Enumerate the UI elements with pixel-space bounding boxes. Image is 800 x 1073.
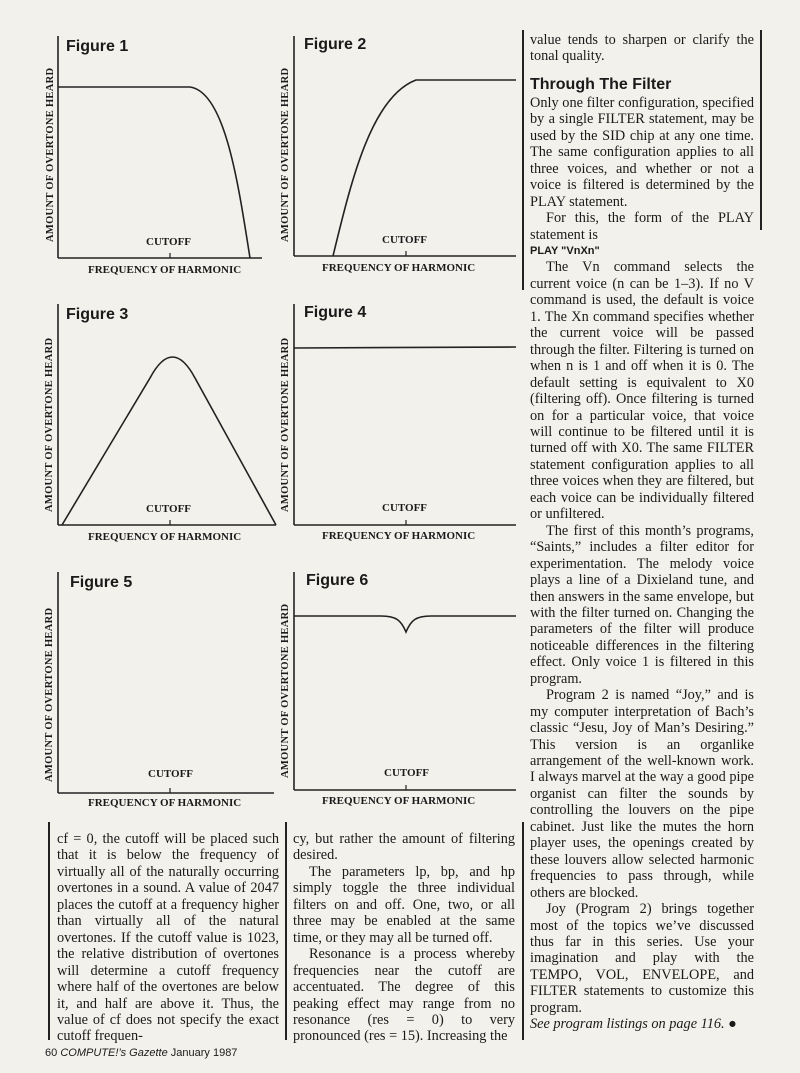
- figure-5-ylabel: AMOUNT OF OVERTONE HEARD: [44, 607, 55, 782]
- figure-1-curve: [58, 87, 250, 258]
- figure-1-title: Figure 1: [66, 38, 129, 55]
- figure-3-curve: [62, 357, 276, 525]
- figure-5-xlabel: FREQUENCY OF HARMONIC: [88, 797, 242, 809]
- figure-6-curve: [294, 616, 516, 632]
- figure-1-ylabel: AMOUNT OF OVERTONE HEARD: [45, 67, 56, 242]
- figure-4-cutoff-label: CUTOFF: [382, 502, 428, 514]
- right-paragraph-3: The Vn command selects the current voice (n can be 1–3). If no V command is used, the default is voice 1. The Xn command specifies whether the current voice will be passed through the filter. Filtering is turned on when n is 1 and off when it is 0. The default setting is equivalent to X0 (filtering off). Once filtering is turned on for a particular voice, that voice will continue to be filtered until it is turned off with X0. The same FILTER statement configuration applies to all three voices when they are filtered, but each voice can be individually filtered or unfiltered.: [530, 259, 754, 523]
- figure-3: [40, 300, 280, 550]
- middle-paragraph-3: Resonance is a process whereby frequencies near the cutoff are accentuated. The degree of this peaking effect may range from no resonance (res = 0) to very pronounced (res = 15). Increasing the: [293, 946, 515, 1045]
- right-paragraph-4: The first of this month’s programs, “Saints,” includes a filter editor for experimentation. The melody voice plays a line of a Dixieland tune, and then answers in the same envelope, but with the filter turned on. Changing the parameters of the filter will produce noticeable differences in the filtering effect. Only voice 1 is filtered in this program.: [530, 522, 754, 687]
- figure-4-ylabel: AMOUNT OF OVERTONE HEARD: [280, 337, 291, 512]
- left-paragraph-1: cf = 0, the cutoff will be placed such that it is below the frequency of virtually all of the naturally occurring overtones in a sound. A value of 2047 places the cutoff at a frequency higher than virtually all of the natural overtones. If the cutoff value is 1023, the relative distribution of overtones will determine a cutoff frequency where half of the overtones are below it, and half are above it. Thus, the value of cf does not specify the exact cutoff frequen-: [57, 831, 279, 1045]
- page-footer: [45, 1047, 237, 1059]
- figure-5-title: Figure 5: [70, 574, 133, 591]
- magazine-name: COMPUTE!’s Gazette: [60, 1047, 168, 1059]
- figure-2-xlabel: FREQUENCY OF HARMONIC: [322, 262, 476, 274]
- figure-1-cutoff-label: CUTOFF: [146, 236, 192, 248]
- right-paragraph-2: For this, the form of the PLAY statement is: [530, 210, 754, 243]
- figure-4-title: Figure 4: [304, 304, 367, 321]
- figure-6-xlabel: FREQUENCY OF HARMONIC: [322, 795, 476, 807]
- see-listing: [530, 1016, 754, 1032]
- right-paragraph-1: Only one filter configuration, specified by a single FILTER statement, may be used by the SID chip at any one time. The same configuration applies to all three voices, and whether or not a voice is filtered is determined by the PLAY statement.: [530, 94, 754, 210]
- figure-1: [40, 32, 280, 282]
- figure-2-curve: [333, 80, 516, 256]
- figure-6-cutoff-label: CUTOFF: [384, 767, 430, 779]
- figure-2-title: Figure 2: [304, 36, 367, 53]
- right-paragraph-5: Program 2 is named “Joy,” and is my computer interpretation of Bach’s classic “Jesu, Joy of Man’s Desiring.” This version is an organlike arrangement of the well-known work. I always marvel at the way a good pipe organist can filter the sounds by controlling the louvers on the pipe cabinet. Just like the mutes the horn player uses, the openings created by these louvers allow selected harmonic frequencies to pass through, while others are blocked.: [530, 687, 754, 901]
- play-form: PLAY "VnXn": [530, 244, 600, 257]
- figure-5-graph: [40, 568, 280, 818]
- see-listing-text: See program listings on page 116.: [530, 1016, 725, 1033]
- figure-6: [276, 568, 516, 818]
- right-intro: value tends to sharpen or clarify the tonal quality.: [530, 32, 754, 65]
- column-rule-right-right: [760, 30, 762, 230]
- column-rule-right-left: [522, 30, 524, 290]
- figure-5-cutoff-label: CUTOFF: [148, 768, 194, 780]
- figure-5: [40, 568, 280, 818]
- column-rule-bottom-right: [522, 822, 524, 1040]
- section-heading: Through The Filter: [530, 75, 672, 93]
- figure-2-ylabel: AMOUNT OF OVERTONE HEARD: [280, 67, 291, 242]
- column-rule-bottom-left: [48, 822, 50, 1040]
- figure-1-xlabel: FREQUENCY OF HARMONIC: [88, 264, 242, 276]
- figure-6-title: Figure 6: [306, 572, 369, 589]
- middle-column: [293, 831, 515, 1045]
- figure-3-ylabel: AMOUNT OF OVERTONE HEARD: [44, 337, 55, 512]
- figure-6-graph: [276, 568, 516, 818]
- middle-paragraph-2: The parameters lp, bp, and hp simply toggle the three individual filters on and off. One, two, or all three may be enabled at the same time, or they may all be turned off.: [293, 863, 515, 946]
- page-number: 60: [45, 1047, 58, 1059]
- right-column: [530, 32, 754, 1033]
- figure-4-curve: [294, 347, 516, 348]
- column-rule-bottom-mid: [285, 822, 287, 1040]
- figure-3-title: Figure 3: [66, 306, 129, 323]
- right-paragraph-6: Joy (Program 2) brings together most of the topics we’ve discussed thus far in this series. Use your imagination and play with the TEMPO, VOL, ENVELOPE, and FILTER statements to customize this program.: [530, 901, 754, 1016]
- figure-2-cutoff-label: CUTOFF: [382, 234, 428, 246]
- figure-4: [276, 300, 516, 550]
- figure-2: [276, 32, 516, 282]
- end-mark-icon: ●: [728, 1016, 737, 1033]
- figure-4-xlabel: FREQUENCY OF HARMONIC: [322, 530, 476, 542]
- issue-date: January 1987: [170, 1047, 238, 1059]
- figure-3-cutoff-label: CUTOFF: [146, 503, 192, 515]
- middle-paragraph-1: cy, but rather the amount of filtering desired.: [293, 831, 515, 864]
- left-column: [57, 831, 279, 1045]
- figure-3-xlabel: FREQUENCY OF HARMONIC: [88, 531, 242, 543]
- figure-6-ylabel: AMOUNT OF OVERTONE HEARD: [280, 603, 291, 778]
